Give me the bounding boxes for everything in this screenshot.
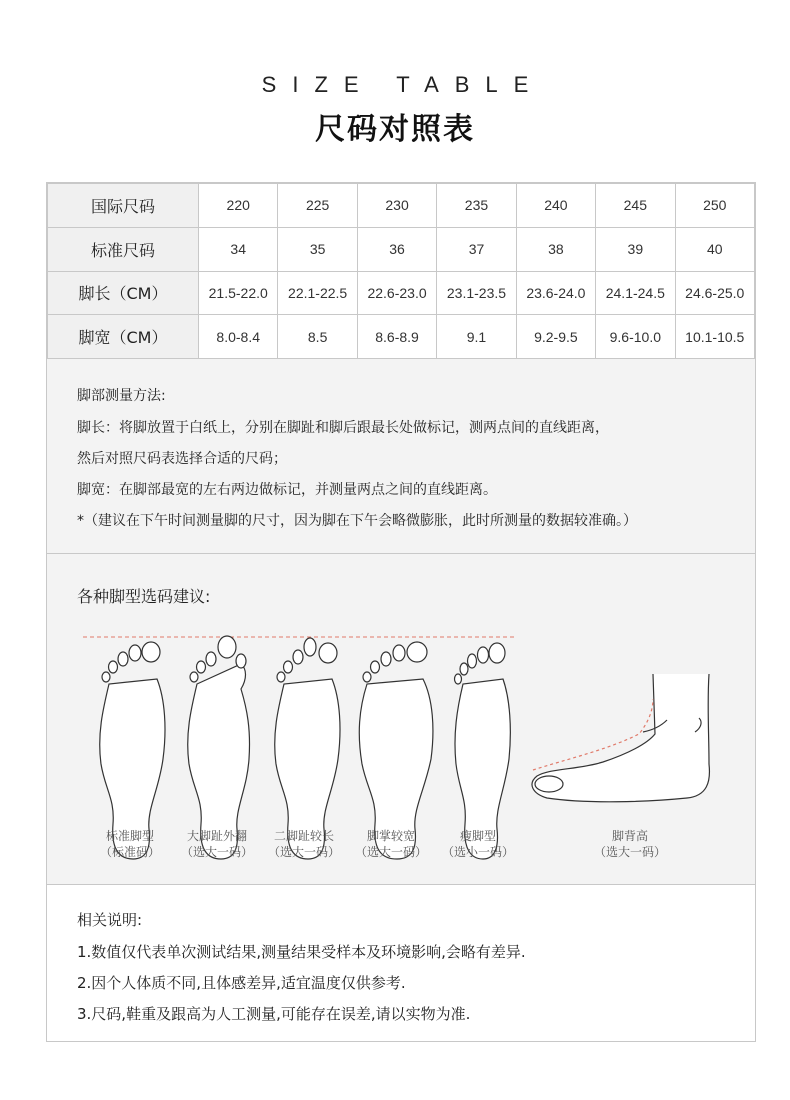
wide-foot-icon xyxy=(359,642,433,859)
size-cell: 225 xyxy=(278,184,357,228)
measurement-section xyxy=(46,359,756,554)
size-cell: 8.5 xyxy=(278,315,357,359)
size-cell: 24.1-24.5 xyxy=(596,271,675,315)
size-cell: 245 xyxy=(596,184,675,228)
row-label: 标准尺码 xyxy=(48,227,199,271)
size-cell: 8.6-8.9 xyxy=(357,315,436,359)
size-cell: 9.6-10.0 xyxy=(596,315,675,359)
foot-type-caption: 标准脚型 （标准码） xyxy=(99,829,160,859)
foot-type-section xyxy=(46,553,756,885)
measurement-line: 脚长：将脚放置于白纸上，分别在脚趾和脚后跟最长处做标记，测两点间的直线距离， xyxy=(77,420,609,436)
foot-type-caption: 二脚趾较长 （选大一码） xyxy=(267,829,340,859)
size-cell: 235 xyxy=(437,184,516,228)
foot-type-caption: 脚背高 （选大一码） xyxy=(593,829,666,859)
size-cell: 8.0-8.4 xyxy=(199,315,278,359)
size-cell: 34 xyxy=(199,227,278,271)
foot-type-caption: 大脚趾外翻 （选大一码） xyxy=(180,829,253,859)
measurement-title: 脚部测量方法: xyxy=(77,388,166,404)
notes-title: 相关说明: xyxy=(77,911,143,929)
size-cell: 35 xyxy=(278,227,357,271)
measurement-line: *（建议在下午时间测量脚的尺寸，因为脚在下午会略微膨胀，此时所测量的数据较准确。） xyxy=(77,513,637,529)
thin-foot-icon xyxy=(455,643,511,859)
title-english: SIZE TABLE xyxy=(261,72,545,97)
high-instep-foot-icon xyxy=(532,674,709,802)
size-cell: 38 xyxy=(516,227,595,271)
size-row xyxy=(48,315,755,359)
foot-type-caption: 瘦脚型 （选小一码） xyxy=(441,829,514,859)
size-row xyxy=(48,271,755,315)
size-cell: 22.6-23.0 xyxy=(357,271,436,315)
size-row xyxy=(48,227,755,271)
row-label: 国际尺码 xyxy=(48,184,199,228)
note-line: 2.因个人体质不同,且体感差异,适宜温度仅供参考. xyxy=(77,974,406,992)
notes-section xyxy=(46,884,756,1042)
size-cell: 21.5-22.0 xyxy=(199,271,278,315)
size-row xyxy=(48,184,755,228)
size-table xyxy=(46,182,756,360)
size-cell: 37 xyxy=(437,227,516,271)
size-cell: 22.1-22.5 xyxy=(278,271,357,315)
foot-type-caption: 脚掌较宽 （选大一码） xyxy=(354,829,427,859)
size-cell: 23.6-24.0 xyxy=(516,271,595,315)
note-line: 3.尺码,鞋重及跟高为人工测量,可能存在误差,请以实物为准. xyxy=(77,1005,471,1023)
size-cell: 9.1 xyxy=(437,315,516,359)
size-cell: 39 xyxy=(596,227,675,271)
measurement-line: 然后对照尺码表选择合适的尺码； xyxy=(77,451,287,467)
standard-foot-icon xyxy=(100,642,165,859)
size-cell: 250 xyxy=(675,184,754,228)
size-cell: 23.1-23.5 xyxy=(437,271,516,315)
note-line: 1.数值仅代表单次测试结果,测量结果受样本及环境影响,会略有差异. xyxy=(77,943,526,961)
size-cell: 220 xyxy=(199,184,278,228)
bunion-foot-icon xyxy=(188,636,250,859)
size-cell: 9.2-9.5 xyxy=(516,315,595,359)
size-cell: 10.1-10.5 xyxy=(675,315,754,359)
long-second-toe-icon xyxy=(275,638,340,859)
foot-type-title: 各种脚型选码建议: xyxy=(77,587,211,606)
size-cell: 230 xyxy=(357,184,436,228)
size-cell: 240 xyxy=(516,184,595,228)
size-cell: 40 xyxy=(675,227,754,271)
row-label: 脚长（CM） xyxy=(48,271,199,315)
row-label: 脚宽（CM） xyxy=(48,315,199,359)
measurement-line: 脚宽：在脚部最宽的左右两边做标记，并测量两点之间的直线距离。 xyxy=(77,482,497,498)
size-cell: 36 xyxy=(357,227,436,271)
size-cell: 24.6-25.0 xyxy=(675,271,754,315)
title-chinese: 尺码对照表 xyxy=(315,112,475,147)
